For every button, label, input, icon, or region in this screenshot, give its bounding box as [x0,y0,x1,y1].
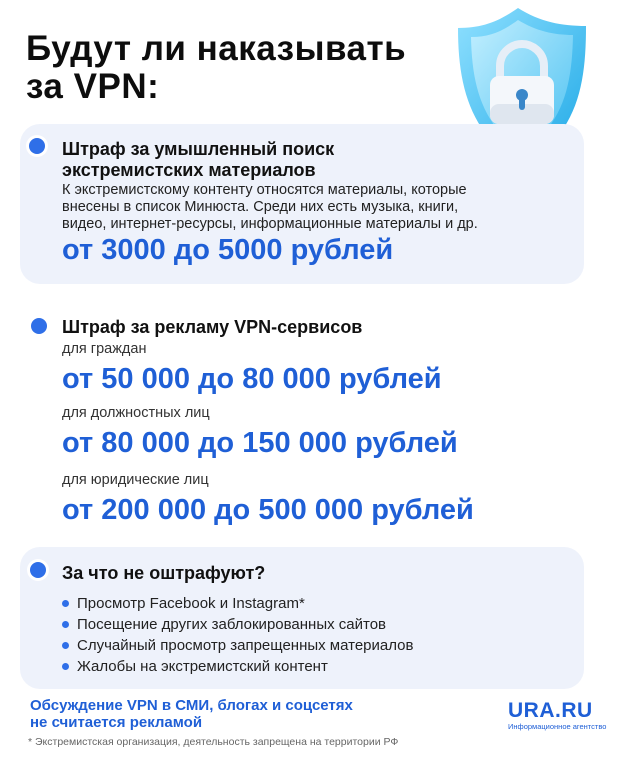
title-line-1: Будут ли наказывать [26,29,407,68]
bullet-dot [29,138,45,154]
section1-heading: Штраф за умышленный поиск экстремистских материалов [62,139,335,180]
group-label: для юридические лиц [62,472,209,488]
list-item: Просмотр Facebook и Instagram* [62,593,413,614]
list-item: Посещение других заблокированных сайтов [62,614,413,635]
section1-description: К экстремистскому контенту относятся материалы, которые внесены в список Минюста. Среди них есть музыка, книги, видео, интернет-ресурсы, информационные материалы и др. [62,182,478,232]
no-fine-list [62,593,413,677]
logo-name: URA.RU [508,699,593,722]
footer-note: Обсуждение VPN в СМИ, блогах и соцсетях не считается рекламой [30,697,353,731]
logo-tagline: Информационное агентство [508,722,607,731]
section2-heading: Штраф за рекламу VPN-сервисов [62,317,363,337]
section3-heading: За что не оштрафуют? [62,563,266,583]
bullet-icon [62,600,69,607]
group-label: для должностных лиц [62,405,210,421]
bullet-dot [30,562,46,578]
group-price: от 80 000 до 150 000 рублей [62,427,458,459]
group-price: от 50 000 до 80 000 рублей [62,363,442,395]
bullet-dot [31,318,47,334]
section1-price: от 3000 до 5000 рублей [62,234,394,266]
footnote: * Экстремистская организация, деятельность запрещена на территории РФ [28,736,399,748]
bullet-icon [62,642,69,649]
bullet-icon [62,621,69,628]
group-label: для граждан [62,341,147,357]
bullet-icon [62,663,69,670]
list-item: Жалобы на экстремистский контент [62,656,413,677]
title-line-2: за VPN: [26,67,160,106]
ura-logo[interactable] [508,700,606,731]
list-item: Случайный просмотр запрещенных материалов [62,635,413,656]
group-price: от 200 000 до 500 000 рублей [62,494,474,526]
page-title [26,30,406,106]
